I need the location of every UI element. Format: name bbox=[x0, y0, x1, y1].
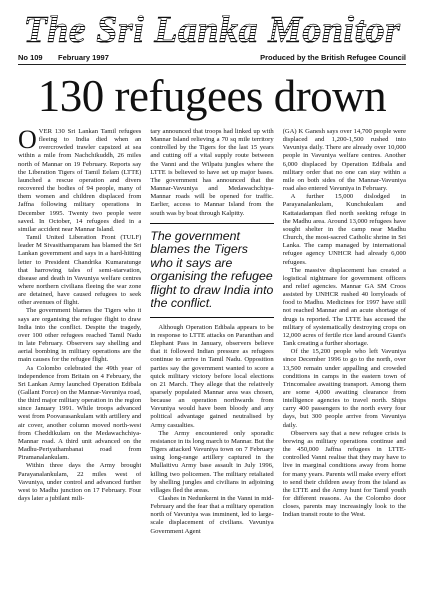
drop-cap: O bbox=[18, 128, 37, 154]
article-paragraph: Observers say that a new refugee crisis is brewing as military operations continue and the 450,000 Jaffna refugees in LTTE-controlled Vanni realise that they may have to live in marginal conditions away from home for many years. Parents will make every effort to send their children away from the island as the LTTE and the Army hunt for Tamil youth for different reasons. As the Colombo door closes, parents may increasingly look to the Indian transit route to the West. bbox=[282, 429, 406, 519]
issue-date: February 1997 bbox=[58, 53, 109, 62]
article-column-3 bbox=[283, 128, 406, 598]
article-column-1 bbox=[18, 128, 141, 598]
article-paragraph: tary announced that troops had linked up with Mannar Island relieving a 70 sq mile territory controlled by the Tigers for the last 15 years and cutting off a vital supply route between the Vanni and the Wilpatu jungles where the LTTE is believed to have set up major bases. The government has announced that the Mannar-Vavuniya and Medawachchiya-Mannar roads will be opened for traffic. Earlier, access to Mannar Island from the south was by boat through Kalpitty. bbox=[150, 128, 274, 217]
article-paragraph: A further 15,000 dislodged in Parayanalankulam, Kunchukulam and Kattaiadampan fled north seeking refuge in the Madhu area. Around 13,000 refugees have sought shelter in the camp near Madhu Church, the most-sacred Catholic shrine in Sri Lanka. The camp managed by international refugee agency UNHCR had already 6,000 refugees. bbox=[282, 193, 406, 266]
article-paragraph: Clashes in Nedunkerni in the Vanni in mid-February and the fear that a military operation north of Vavuniya was imminent, led to large-scale displacement of civilians. Vavuniya Government Agent bbox=[150, 495, 274, 535]
article-paragraph: Tamil United Liberation Front (TULF) leader M Sivasithamparam has blamed the Sri Lankan government and says in a hard-hitting letter to President Chandrika Kumaratunge that harrowing tales of semi-starvation, disease and death in Vavuniya welfare centres where northern civilians fleeing the war zone are detained, have caused refugees to seek other avenues of flight. bbox=[18, 234, 142, 307]
article-headline: 130 refugees drown bbox=[37, 71, 387, 121]
article-column-2 bbox=[150, 128, 273, 598]
article-paragraph: Within three days the Army brought Parayanalankulam, 22 miles west of Vavuniya, under control and advanced further west to Madhu junction on 17 February. Four days later a jubilant mili- bbox=[18, 462, 142, 503]
article-paragraph: As Colombo celebrated the 49th year of independence from Britain on 4 February, the Sri Lankan Army launched Operation Edibala (Gallant Force) on the Mannar-Vavuniya road, the third major military operation in the region since January 1991. While troops advanced west from Poovarasankulam with artillery and air cover, another column moved north-west from Cheddikulam on the Medawachchiya-Mannar road. A third unit advanced on the Madhu-Periyathambanai road from Piramanalankulam. bbox=[18, 364, 142, 462]
issue-number: No 109 bbox=[18, 53, 43, 62]
article-paragraph: The Army encountered only sporadic resistance in its long march to Mannar. But the Tigers attacked Vavuniya town on 7 February using long-range artillery captured in the Mullaitivu Army base assault in July 1996, killing two policemen. The military retaliated by shelling jungles and civilians in adjoining villages fled the areas. bbox=[150, 429, 274, 494]
article-body bbox=[18, 128, 406, 598]
pull-quote: The government blames the Tigers who it says are organising the refugee flight to draw India into the conflict. bbox=[150, 223, 273, 318]
article-paragraph: Of the 15,200 people who left Vavuniya since December 1996 to go to the north, over 13,500 remain under appalling and crowded conditions in camps in the eastern town of Trincomalee awaiting transport. Among them are some 4,000 awaiting clearance from intelligence agencies to travel north. Ships carry 400 passengers to the north every four days, but 300 people arrive from Vavuniya daily. bbox=[282, 348, 406, 429]
producer-credit: Produced by the British Refugee Council bbox=[260, 53, 406, 62]
article-paragraph: The government blames the Tigers who it says are organising the refugee flight to draw India into the conflict. Despite the tragedy, over 100 other refugees reached Tamil Nadu in late February. Observers say shelling and aerial bombing in military operations are the main causes for the refugee flight. bbox=[18, 307, 142, 364]
masthead-bar bbox=[18, 51, 406, 64]
article-paragraph: Although Operation Edibala appears to be in response to LTTE attacks on Paranthan and Elephant Pass in January, observers believe that it followed Indian pressure as refugees continue to arrive in Tamil Nadu. Opposition parties say the government wanted to score a quick military victory before local elections on 21 March. They allege that the relatively sparsely populated Mannar area was chosen, because an operation northwards from Vavuniya would have been bloody and any political advantage gained neutralised by Army casualties. bbox=[150, 323, 274, 429]
article-paragraph: The massive displacement has created a logistical nightmare for government officers and relief agencies. Mannar GA SM Croos assisted by UNHCR rushed 40 lorryloads of food to Madhu. Medicines for 1997 have still not reached Mannar and an acute shortage of drugs is reported. The LTTE has accused the military of systematically destroying crops on 12,000 acres of fertile rice land around Giant's Tank creating a further shortage. bbox=[282, 266, 406, 348]
article-paragraph: (GA) K Ganesh says over 14,700 people were displaced and 1,200-1,500 rushed into Vavuniya daily. There are already over 10,000 people in Vavuniya welfare centres. Another 6,000 displaced by Operation Edibala and military order that no one can stay within a mile on both sides of the Mannar-Vavuniya road also entered Vavuniya in February. bbox=[282, 128, 406, 193]
masthead bbox=[18, 6, 406, 65]
masthead-title: The Sri Lanka Monitor bbox=[18, 8, 406, 52]
article-paragraph: OVER 130 Sri Lankan Tamil refugees fleeing to India died when an overcrowded trawler capsized at sea within a mile from Nachchikuddh, 26 miles north of Mannar on 19 February. Reports say the Liberation Tigers of Tamil Eelam (LTTE) launched a rescue operation and divers recovered the bodies of 94 people, many of them women and children displaced from Jaffna following military operations in December 1995. Twenty two people were saved. In October, 14 refugees died in a similar accident near Mannar Island. bbox=[18, 128, 142, 233]
